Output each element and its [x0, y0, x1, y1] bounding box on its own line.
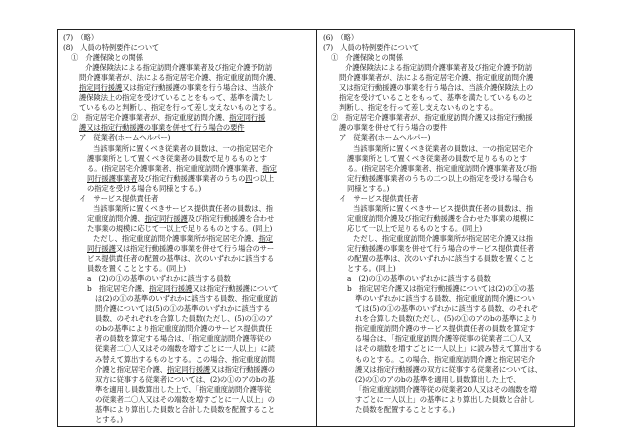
text-line [63, 284, 310, 294]
text-segment: 又は指定行動援護について [192, 284, 279, 294]
text-segment: 定重度訪問介護、 [87, 213, 145, 223]
text-line [63, 204, 310, 214]
text-line [63, 324, 310, 334]
text-line [323, 274, 570, 284]
text-segment: ものとする。この場合、指定重度訪問介護と指定居宅介 [355, 354, 535, 364]
text-line [323, 204, 570, 214]
text-line [63, 113, 310, 123]
text-segment: 介護保険法による指定訪問介護事業者及び指定介護予防訪 [345, 63, 533, 73]
underlined-revision: 指定同行援護 [166, 364, 211, 374]
text-segment: ア 従業者(ホームヘルパー) [339, 133, 431, 143]
text-segment: た事業の規模に応じて一以上で足りるものとする。(同上) [87, 223, 273, 233]
text-line [63, 184, 310, 194]
text-line [63, 244, 310, 254]
text-segment: すごとに一人以上」の基準により算出した員数と合計し [355, 394, 535, 404]
text-segment: 応じて一以上で足りるものとする。(同上) [347, 223, 482, 233]
text-line [63, 133, 310, 143]
text-line [323, 103, 570, 113]
text-line [63, 415, 310, 425]
text-line [63, 395, 310, 405]
text-line [323, 144, 570, 154]
text-line [63, 355, 310, 365]
text-line [63, 63, 310, 73]
text-segment: とする。) [95, 414, 123, 424]
text-line [63, 43, 310, 53]
text-line [323, 284, 570, 294]
text-segment: a (2)の①の基準のいずれかに該当する員数 [87, 274, 231, 284]
text-line [63, 234, 310, 244]
text-segment: 問介護事業者が、法による指定居宅介護、指定重度訪問介護 [339, 73, 534, 83]
text-segment: 護又は指定行動援護の双方に従事する従業者については、 [355, 364, 542, 374]
underlined-revision: 護又は指定行動援護の事業を併せて行う場合の要件 [79, 123, 245, 133]
text-segment: 判断し、指定を行って差し支えないものとする。 [339, 103, 498, 113]
text-line [323, 395, 570, 405]
text-line [63, 83, 310, 93]
text-line [323, 324, 570, 334]
column-divider [316, 29, 317, 427]
text-segment: ② 指定居宅介護事業者が、指定重度訪問介護又は指定行動援 [331, 113, 533, 123]
text-segment: 又は指定行動援護の [210, 364, 275, 374]
text-line [63, 264, 310, 274]
text-line [63, 314, 310, 324]
underlined-revision: 四 [245, 173, 253, 183]
text-segment: ア 従業者(ホームヘルパー) [79, 133, 171, 143]
text-segment: (6) （略） [323, 33, 359, 42]
text-line [323, 244, 570, 254]
text-segment: 準のいずれかに該当する員数、指定重度訪問介護につい [355, 294, 535, 304]
text-segment: 護の事業を併せて行う場合の要件 [339, 123, 447, 133]
text-line [63, 214, 310, 224]
text-segment: 従業者二〇人又はその端数を増すごとに一人以上」に読 [95, 344, 275, 354]
text-line [63, 144, 310, 154]
underlined-revision: 同行援護 [87, 243, 116, 253]
text-segment: (7) 人員の特例要件について [323, 43, 420, 53]
text-line [63, 385, 310, 395]
text-segment: 又は指定行動援護の事業を行う場合は、当該介 [122, 83, 274, 93]
text-line [323, 113, 570, 123]
text-segment: とする。(同上) [347, 264, 396, 274]
text-segment: ② 指定居宅介護事業者が、指定重度訪問介護、 [71, 113, 230, 123]
text-line [63, 344, 310, 354]
text-segment: (2)の①のアのbの基準を適用し員数算出した上で、 [355, 374, 521, 384]
text-line [323, 405, 570, 415]
text-line [63, 53, 310, 63]
text-segment: のbの基準により指定重度訪問介護のサービス提供責任 [95, 324, 273, 334]
text-line [63, 405, 310, 415]
text-line [323, 375, 570, 385]
text-line [63, 174, 310, 184]
text-segment: 又は指定行動援護の事業を行う場合は、当該介護保険法上の [339, 83, 534, 93]
text-line [63, 194, 310, 204]
text-segment: 当該事業所に置くべき従業者の員数は、一の指定居宅介 [93, 143, 273, 153]
text-segment: (8) 人員の特例要件について [63, 43, 160, 53]
text-segment: ているものと判断し、指定を行って差し支えないものとする。 [79, 103, 281, 113]
text-segment: ① 介護保険との関係 [331, 53, 403, 63]
text-segment: れを合算した員数(ただし、(5)の①のアのbの基準により [355, 314, 538, 324]
text-line [63, 103, 310, 113]
text-line [323, 33, 570, 43]
text-line [323, 214, 570, 224]
text-line [63, 123, 310, 133]
text-segment: ただし、指定重度訪問介護事業所が指定居宅介護、 [93, 233, 259, 243]
text-line [323, 264, 570, 274]
text-segment: イ サービス提供責任者 [339, 193, 419, 203]
text-segment: の配置の基準は、次のいずれかに該当する員数を置くこと [347, 254, 535, 264]
text-line [323, 304, 570, 314]
text-segment: 護事業所として置くべき従業者の員数で足りるものとす [347, 153, 527, 163]
text-segment: ① 介護保険との関係 [71, 53, 143, 63]
text-segment: 当該事業所に置くべきサービス提供責任者の員数は、指 [353, 203, 533, 213]
text-line [323, 53, 570, 63]
underlined-revision: 指定 [258, 233, 273, 243]
text-segment: 定重度訪問介護及び指定行動援護を合わせた事業の規模に [347, 213, 535, 223]
text-line [323, 254, 570, 264]
text-line [323, 334, 570, 344]
text-segment: 同様とする。) [347, 183, 390, 193]
underlined-revision: 指定同行援護 [79, 83, 123, 93]
text-segment: 基準により算出した員数と合計した員数を配置すること [95, 404, 275, 414]
text-line [323, 93, 570, 103]
text-segment: 指定を受けていることをもって、基準を満たしているものと [339, 93, 534, 103]
text-segment: 介護と指定居宅介護、 [95, 364, 167, 374]
text-line [323, 123, 570, 133]
text-line [323, 73, 570, 83]
text-segment: b 指定居宅介護又は指定行動援護については(2)の①の基 [347, 284, 535, 294]
text-line [63, 224, 310, 234]
text-line [63, 274, 310, 284]
text-segment: の指定を受ける場合も同様とする。) [87, 183, 202, 193]
text-segment: b 指定居宅介護、 [87, 284, 150, 294]
text-line [323, 224, 570, 234]
text-segment: 定行動援護事業者のうちの二つ以上の指定を受ける場合も [347, 173, 535, 183]
text-line [323, 344, 570, 354]
text-segment: 問介護については(5)の①の基準のいずれかに該当する [95, 304, 271, 314]
text-segment: 介護保険法による指定訪問介護事業者及び指定介護予防訪 [85, 63, 273, 73]
text-segment: る。(指定居宅介護事業者、指定重度訪問介護事業者、 [87, 163, 263, 173]
text-line [63, 93, 310, 103]
underlined-revision: 指定同行援 [229, 113, 266, 123]
underlined-revision: 指定 [262, 163, 277, 173]
text-segment: 員数を置くこととする。(同上) [87, 264, 186, 274]
text-segment: a (2)の①の基準のいずれかに該当する員数 [347, 274, 491, 284]
underlined-revision: 指定同行援護 [149, 284, 193, 294]
text-segment: 問介護事業者が、法による指定居宅介護、指定重度訪問介護、 [79, 73, 281, 83]
text-segment: イ サービス提供責任者 [79, 193, 159, 203]
text-segment: 及び指定行動援護を合わせ [187, 213, 275, 223]
text-segment: 準を適用し員数算出した上で、「指定重度訪問介護等従 [95, 384, 272, 394]
text-segment: 当該事業所に置くべき従業者の員数は、一の指定居宅介 [353, 143, 533, 153]
text-line [323, 184, 570, 194]
text-segment: (7) （略） [63, 33, 99, 42]
text-segment: 護事業所として置くべき従業者の員数で足りるものとす [87, 153, 267, 163]
text-line [63, 375, 310, 385]
text-segment: ただし、指定重度訪問介護事業所が指定居宅介護又は指 [353, 233, 533, 243]
text-segment: ては(5)の①の基準のいずれかに該当する員数、のそれぞ [355, 304, 538, 314]
text-line [323, 194, 570, 204]
text-line [63, 334, 310, 344]
text-line [323, 63, 570, 73]
text-segment: ビス提供責任者の配置の基準は、次のいずれかに該当する [87, 254, 275, 264]
text-line [63, 294, 310, 304]
text-line [63, 33, 310, 43]
revised-text-column [63, 33, 310, 425]
text-line [323, 174, 570, 184]
text-segment: つ以上 [252, 173, 275, 183]
text-segment: 者の員数を算定する場合は、「指定重度訪問介護等従の [95, 334, 272, 344]
text-line [63, 154, 310, 164]
underlined-revision: 同行援護事業者 [87, 173, 138, 183]
text-segment: た員数を配置することとする。) [355, 404, 455, 414]
text-line [323, 234, 570, 244]
text-segment: 「指定重度訪問介護等従の従業者20人又はその端数を増 [355, 384, 537, 394]
text-line [323, 385, 570, 395]
text-line [323, 83, 570, 93]
text-segment: る場合は、「指定重度訪問介護等従事の従業者二〇人又 [355, 334, 532, 344]
text-line [63, 254, 310, 264]
text-segment: 指定重度訪問介護のサービス提供責任者の員数を算定す [355, 324, 535, 334]
text-segment: の従業者二〇人又はその端数を増すごとに一人以上」の [95, 394, 275, 404]
text-line [323, 133, 570, 143]
text-segment: は(2)の①の基準のいずれかに該当する員数、指定重度訪 [95, 294, 278, 304]
text-segment: 及び指定行動援護事業者のうちの [137, 173, 246, 183]
text-segment: はその端数を増すごとに一人以上」に読み替えて算出する [355, 344, 543, 354]
text-segment: 員数、のそれぞれを合算した員数(ただし、(5)の①のア [95, 314, 274, 324]
text-line [63, 365, 310, 375]
text-line [63, 304, 310, 314]
text-line [323, 314, 570, 324]
text-segment: み替えて算出するものとする。この場合、指定重度訪問 [95, 354, 275, 364]
text-line [323, 154, 570, 164]
text-line [323, 43, 570, 53]
text-segment: 護保険法上の指定を受けていることをもって、基準を満たし [79, 93, 274, 103]
current-text-column [323, 33, 570, 415]
text-segment: 双方に従事する従業者については、(2)の①のアのbの基 [95, 374, 275, 384]
text-segment: る。(指定居宅介護事業者、指定重度訪問介護事業者及び指 [347, 163, 537, 173]
text-segment: 当該事業所に置くべきサービス提供責任者の員数は、指 [93, 203, 273, 213]
text-segment: 又は指定行動援護の事業を併せて行う場合のサー [115, 243, 275, 253]
text-line [323, 164, 570, 174]
underlined-revision: 指定同行援護 [144, 213, 188, 223]
text-line [323, 365, 570, 375]
text-segment: 定行動援護の事業を併せて行う場合のサービス提供責任者 [347, 243, 535, 253]
text-line [323, 294, 570, 304]
text-line [323, 355, 570, 365]
text-line [63, 164, 310, 174]
text-line [63, 73, 310, 83]
